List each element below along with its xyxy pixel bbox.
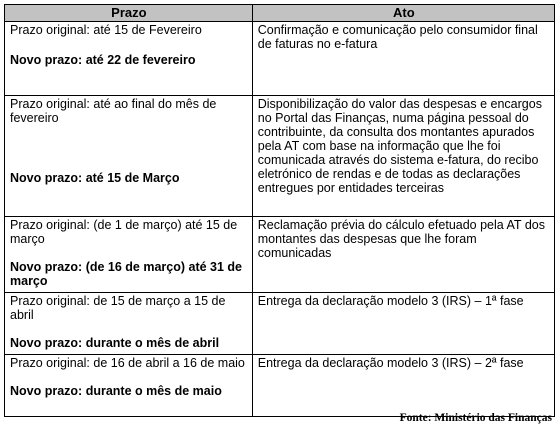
ato-cell: Disponibilização do valor das despesas e encargos no Portal das Finanças, numa página pessoal do contribuinte, da consulta dos montantes apurados pela AT com base na informação que lhe foi comunicada através do sistema e-fatura, do recibo eletrónico de rendas e de todas as declarações entregues por entidades terceiras (252, 96, 554, 217)
prazo-cell (5, 217, 253, 293)
original-deadline: Prazo original: até 15 de Fevereiro (10, 23, 202, 37)
header-ato: Ato (252, 5, 554, 22)
new-deadline: Novo prazo: até 22 de fevereiro (10, 53, 196, 67)
table-row (5, 22, 555, 96)
prazo-cell (5, 22, 253, 96)
table-row (5, 217, 555, 293)
table-header-row (5, 5, 555, 22)
ato-cell: Entrega da declaração modelo 3 (IRS) – 1ª fase (252, 293, 554, 355)
ato-cell: Entrega da declaração modelo 3 (IRS) – 2ª fase (252, 355, 554, 417)
new-deadline: Novo prazo: durante o mês de maio (10, 384, 222, 398)
ato-cell: Reclamação prévia do cálculo efetuado pela AT dos montantes das despesas que lhe foram comunicadas (252, 217, 554, 293)
new-deadline: Novo prazo: (de 16 de março) até 31 de março (10, 260, 243, 288)
original-deadline: Prazo original: de 15 de março a 15 de abril (10, 294, 226, 322)
prazo-cell (5, 355, 253, 417)
original-deadline: Prazo original: de 16 de abril a 16 de maio (10, 356, 245, 370)
prazo-cell (5, 96, 253, 217)
deadlines-table (4, 4, 555, 417)
prazo-cell (5, 293, 253, 355)
original-deadline: Prazo original: até ao final do mês de fevereiro (10, 97, 217, 125)
original-deadline: Prazo original: (de 1 de março) até 15 de março (10, 218, 238, 246)
ato-cell: Confirmação e comunicação pelo consumidor final de faturas no e-fatura (252, 22, 554, 96)
table-row (5, 96, 555, 217)
new-deadline: Novo prazo: durante o mês de abril (10, 336, 220, 350)
table-row (5, 293, 555, 355)
header-prazo: Prazo (5, 5, 253, 22)
table-row (5, 355, 555, 417)
new-deadline: Novo prazo: até 15 de Março (10, 171, 180, 185)
source-caption: Fonte: Ministério das Finanças (399, 412, 552, 424)
